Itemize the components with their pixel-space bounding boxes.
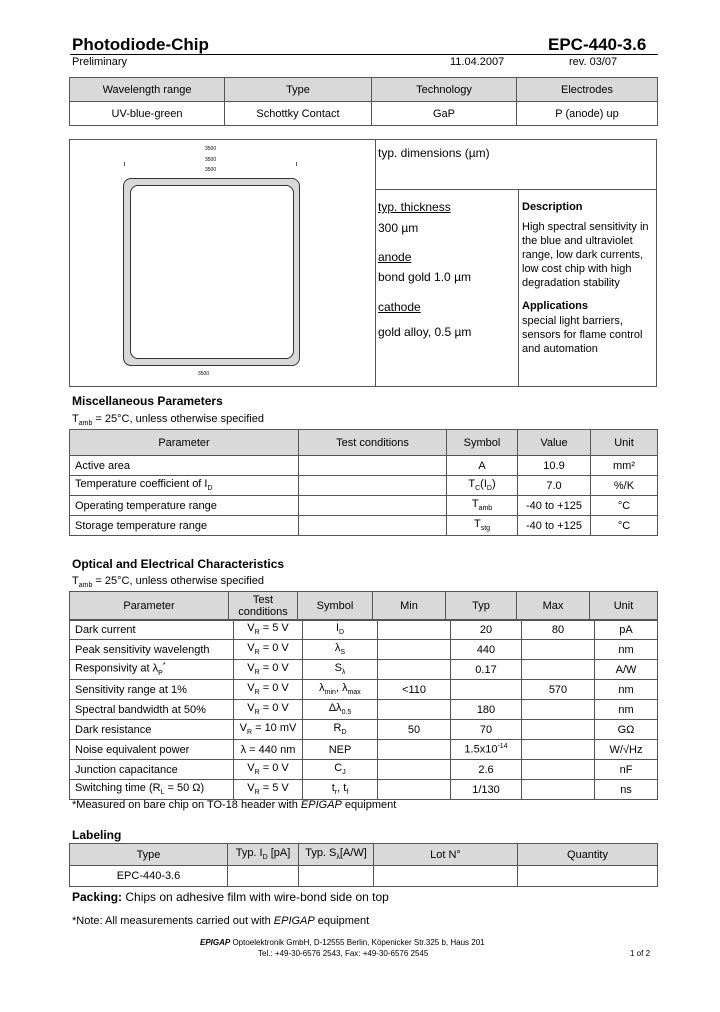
unit-cell bbox=[595, 640, 658, 660]
typ-sup: -14 bbox=[497, 743, 508, 751]
cond-text: = 5 V bbox=[259, 782, 289, 795]
cond-cell bbox=[234, 640, 303, 660]
symbol-cell bbox=[303, 740, 378, 760]
labeling-title: Labeling bbox=[72, 828, 122, 842]
symbol-text: , t bbox=[337, 782, 347, 795]
optical-header: Unit bbox=[590, 592, 658, 621]
cond-cell bbox=[299, 456, 447, 476]
symbol-text: T bbox=[471, 498, 479, 511]
symbol-text: NEP bbox=[328, 743, 352, 756]
typ-text: 70 bbox=[479, 723, 493, 736]
labeling-header-text: Typ. S bbox=[305, 847, 337, 860]
misc-header: Symbol bbox=[447, 430, 518, 456]
labeling-header: Quantity bbox=[518, 844, 658, 866]
optical-table-body bbox=[69, 619, 658, 800]
symbol-sub: min bbox=[324, 689, 336, 697]
summary-header: Technology bbox=[372, 78, 517, 102]
symbol-sub: J bbox=[342, 769, 346, 777]
optical-header: Min bbox=[373, 592, 446, 621]
table-row bbox=[70, 866, 658, 887]
param-text: Spectral bandwidth at 50% bbox=[75, 703, 206, 716]
cond-text: = 0 V bbox=[259, 682, 289, 695]
condition-text: = 25°C, unless otherwise specified bbox=[92, 413, 264, 425]
typ-cell bbox=[451, 620, 522, 640]
param-sub: P bbox=[158, 669, 163, 677]
param-cell bbox=[70, 720, 234, 740]
max-cell bbox=[522, 620, 595, 640]
unit-cell: °C bbox=[591, 496, 658, 516]
cond-sub: R bbox=[254, 649, 260, 657]
param-cell bbox=[70, 740, 234, 760]
optical-footnote bbox=[72, 799, 396, 811]
unit-text: GΩ bbox=[617, 723, 635, 736]
min-cell bbox=[378, 680, 451, 700]
labeling-header-sub: D bbox=[262, 854, 268, 862]
unit-cell bbox=[595, 720, 658, 740]
optical-header: Typ bbox=[446, 592, 517, 621]
table-row bbox=[70, 640, 658, 660]
symbol-sub: 0.5 bbox=[341, 709, 352, 717]
cond-text: λ = 440 nm bbox=[240, 743, 296, 756]
optical-header: Test conditions bbox=[229, 592, 298, 621]
labeling-cell: EPC-440-3.6 bbox=[70, 866, 228, 887]
param-cell: Storage temperature range bbox=[70, 516, 299, 536]
typ-cell bbox=[451, 720, 522, 740]
header-rule bbox=[70, 54, 658, 55]
dimension-tick bbox=[296, 162, 297, 166]
param-cell bbox=[70, 640, 234, 660]
chip-active-area bbox=[130, 185, 294, 359]
min-cell bbox=[378, 740, 451, 760]
max-text: 80 bbox=[551, 623, 565, 636]
unit-text: nm bbox=[618, 643, 634, 656]
optical-condition bbox=[72, 575, 264, 589]
cond-text: = 0 V bbox=[259, 762, 289, 775]
cond-text: V bbox=[247, 762, 255, 775]
typ-cell bbox=[451, 700, 522, 720]
symbol-cell bbox=[447, 516, 518, 536]
symbol-cell bbox=[303, 660, 378, 680]
unit-cell: mm² bbox=[591, 456, 658, 476]
min-cell bbox=[378, 780, 451, 800]
symbol-text: λ bbox=[334, 642, 341, 655]
table-row bbox=[70, 456, 658, 476]
unit-text: A/W bbox=[615, 663, 637, 676]
cond-cell bbox=[234, 680, 303, 700]
cond-text: = 0 V bbox=[259, 702, 289, 715]
symbol-sub: D bbox=[341, 729, 347, 737]
symbol-cell bbox=[303, 720, 378, 740]
note-line bbox=[72, 915, 369, 927]
max-cell bbox=[522, 740, 595, 760]
symbol-cell bbox=[303, 760, 378, 780]
unit-cell: %/K bbox=[591, 476, 658, 496]
param-text: Dark current bbox=[75, 623, 136, 636]
cond-text: V bbox=[239, 722, 247, 735]
param-text: Junction capacitance bbox=[75, 763, 178, 776]
symbol-text: T bbox=[468, 478, 476, 491]
cond-sub: R bbox=[246, 729, 253, 737]
param-sub: L bbox=[160, 789, 165, 797]
packing-line bbox=[72, 890, 389, 904]
param-sub: D bbox=[207, 485, 213, 493]
part-number: EPC-440-3.6 bbox=[548, 35, 647, 54]
max-cell bbox=[522, 660, 595, 680]
cond-sub: R bbox=[254, 669, 260, 677]
dimension-tick bbox=[124, 162, 125, 166]
unit-cell: °C bbox=[591, 516, 658, 536]
labeling-header-sub: λ bbox=[336, 854, 340, 862]
table-row bbox=[70, 620, 658, 640]
cathode-value: gold alloy, 0.5 µm bbox=[378, 325, 472, 339]
misc-header: Parameter bbox=[70, 430, 299, 456]
symbol-cell bbox=[447, 476, 518, 496]
summary-header: Type bbox=[225, 78, 372, 102]
optical-header: Max bbox=[517, 592, 590, 621]
cond-text: V bbox=[247, 642, 255, 655]
unit-text: ns bbox=[620, 783, 632, 796]
typ-text: 0.17 bbox=[475, 663, 497, 676]
footer-company: EPIGAP bbox=[200, 938, 231, 947]
cond-cell bbox=[299, 476, 447, 496]
table-row bbox=[70, 496, 658, 516]
symbol-text: S bbox=[334, 662, 342, 675]
symbol-sub: stg bbox=[480, 525, 491, 533]
value-cell: 7.0 bbox=[518, 476, 591, 496]
labeling-header-text: Typ. I bbox=[235, 847, 263, 860]
symbol-text: Δλ bbox=[328, 702, 342, 715]
typ-text: 20 bbox=[479, 623, 493, 636]
revision-label: rev. 03/07 bbox=[569, 56, 618, 68]
typ-text: 2.6 bbox=[478, 763, 494, 776]
cond-sub: R bbox=[254, 769, 260, 777]
table-row bbox=[70, 516, 658, 536]
symbol-cell bbox=[303, 780, 378, 800]
misc-title: Miscellaneous Parameters bbox=[72, 394, 223, 408]
min-cell bbox=[378, 720, 451, 740]
param-cell bbox=[70, 620, 234, 640]
value-cell: 10.9 bbox=[518, 456, 591, 476]
footer-address-text: Optoelektronik GmbH, D-12555 Berlin, Köpenicker Str.325 b, Haus 201 bbox=[230, 938, 485, 947]
cond-cell bbox=[234, 700, 303, 720]
param-cell: Active area bbox=[70, 456, 299, 476]
symbol-sub: S bbox=[340, 649, 346, 657]
symbol-cell bbox=[303, 700, 378, 720]
min-cell bbox=[378, 660, 451, 680]
misc-header: Value bbox=[518, 430, 591, 456]
optical-header: Symbol bbox=[298, 592, 373, 621]
cathode-heading: cathode bbox=[378, 300, 421, 314]
param-cell bbox=[70, 660, 234, 680]
symbol-cell bbox=[303, 640, 378, 660]
cond-text: V bbox=[247, 702, 255, 715]
condition-sub: amb bbox=[78, 582, 93, 590]
optical-header: Parameter bbox=[70, 592, 229, 621]
condition-text: = 25°C, unless otherwise specified bbox=[92, 575, 264, 587]
cond-text: V bbox=[247, 662, 255, 675]
symbol-text: R bbox=[333, 722, 342, 735]
labeling-table bbox=[69, 843, 658, 887]
summary-header: Wavelength range bbox=[70, 78, 225, 102]
table-row bbox=[70, 720, 658, 740]
min-cell bbox=[378, 760, 451, 780]
max-cell bbox=[522, 680, 595, 700]
labeling-header bbox=[228, 844, 299, 866]
max-cell bbox=[522, 720, 595, 740]
unit-cell bbox=[595, 760, 658, 780]
cond-sub: R bbox=[254, 689, 260, 697]
param-text: Peak sensitivity wavelength bbox=[75, 643, 210, 656]
symbol-text: t bbox=[331, 782, 335, 795]
symbol-sub: f bbox=[346, 789, 349, 797]
param-cell bbox=[70, 680, 234, 700]
unit-text: nF bbox=[619, 763, 633, 776]
dimension-label: 3500 bbox=[205, 146, 217, 152]
min-text: <110 bbox=[402, 683, 426, 696]
misc-table bbox=[69, 429, 658, 536]
unit-cell bbox=[595, 660, 658, 680]
param-cell: Operating temperature range bbox=[70, 496, 299, 516]
table-row bbox=[70, 780, 658, 800]
cond-cell bbox=[234, 740, 303, 760]
symbol-sub: C bbox=[475, 485, 481, 493]
cond-text: V bbox=[247, 622, 255, 635]
unit-cell bbox=[595, 680, 658, 700]
cond-text: = 0 V bbox=[259, 642, 289, 655]
dimension-label: 3500 bbox=[205, 167, 217, 173]
unit-cell bbox=[595, 700, 658, 720]
labeling-cell bbox=[228, 866, 299, 887]
optical-title: Optical and Electrical Characteristics bbox=[72, 557, 285, 571]
optical-table bbox=[69, 591, 658, 621]
thickness-heading: typ. thickness bbox=[378, 200, 451, 214]
unit-text: nm bbox=[618, 703, 634, 716]
labeling-header-text: [pA] bbox=[267, 847, 291, 860]
param-cell bbox=[70, 760, 234, 780]
min-cell bbox=[378, 620, 451, 640]
footnote-brand: EPIGAP bbox=[300, 799, 342, 811]
cond-sub: R bbox=[254, 789, 260, 797]
cond-text: = 0 V bbox=[259, 662, 289, 675]
typ-text: 180 bbox=[476, 703, 496, 716]
note-text: equipment bbox=[314, 915, 370, 927]
labeling-cell bbox=[299, 866, 374, 887]
param-text: Switching time (R bbox=[75, 782, 161, 795]
param-text: Noise equivalent power bbox=[75, 743, 190, 756]
unit-cell bbox=[595, 620, 658, 640]
typ-cell bbox=[451, 780, 522, 800]
typ-cell bbox=[451, 660, 522, 680]
symbol-sub: max bbox=[347, 689, 361, 697]
cond-cell bbox=[234, 660, 303, 680]
footnote-text: equipment bbox=[341, 799, 397, 811]
summary-header: Electrodes bbox=[517, 78, 658, 102]
symbol-cell bbox=[303, 620, 378, 640]
description-text: High spectral sensitivity in the blue and ultraviolet range, low dark currents, low cost chip with high degradation stability bbox=[522, 221, 649, 289]
symbol-text: C bbox=[334, 762, 343, 775]
max-text: 570 bbox=[548, 683, 568, 696]
table-row bbox=[70, 760, 658, 780]
page-title: Photodiode-Chip bbox=[72, 35, 209, 54]
symbol-cell bbox=[447, 496, 518, 516]
condition-sub: amb bbox=[78, 420, 93, 428]
param-cell bbox=[70, 476, 299, 496]
value-cell: -40 to +125 bbox=[518, 496, 591, 516]
table-row bbox=[70, 660, 658, 680]
table-row bbox=[70, 680, 658, 700]
param-text: = 50 Ω) bbox=[164, 782, 205, 795]
symbol-text: λ bbox=[319, 682, 325, 695]
cond-text: = 5 V bbox=[259, 622, 289, 635]
min-cell bbox=[378, 700, 451, 720]
typ-cell bbox=[451, 640, 522, 660]
unit-cell bbox=[595, 740, 658, 760]
max-cell bbox=[522, 700, 595, 720]
unit-cell bbox=[595, 780, 658, 800]
labeling-header: Lot N° bbox=[374, 844, 518, 866]
unit-text: W/√Hz bbox=[609, 743, 643, 756]
anode-value: bond gold 1.0 µm bbox=[378, 270, 471, 284]
max-cell bbox=[522, 640, 595, 660]
symbol-cell bbox=[303, 680, 378, 700]
applications-text: special light barriers, sensors for flame control and automation bbox=[522, 315, 643, 355]
dimension-label: 3500 bbox=[198, 371, 210, 377]
description-heading: Description bbox=[522, 201, 583, 213]
symbol-text: ) bbox=[491, 478, 496, 491]
param-text: Sensitivity range at 1% bbox=[75, 683, 187, 696]
misc-header: Test conditions bbox=[299, 430, 447, 456]
param-text: Temperature coefficient of I bbox=[75, 478, 208, 491]
symbol-sub: D bbox=[339, 629, 345, 637]
typ-cell bbox=[451, 740, 522, 760]
typ-cell bbox=[451, 680, 522, 700]
condition-symbol: T bbox=[72, 413, 79, 425]
symbol-sub: amb bbox=[478, 505, 493, 513]
symbol-sub: D bbox=[486, 485, 492, 493]
typ-text: 1/130 bbox=[472, 783, 500, 796]
chip-panel bbox=[69, 139, 657, 387]
table-row bbox=[70, 740, 658, 760]
dimensions-label: typ. dimensions (µm) bbox=[378, 146, 490, 160]
param-text: Responsivity at λ bbox=[75, 662, 159, 675]
status-label: Preliminary bbox=[72, 56, 128, 68]
labeling-header-text: [A/W] bbox=[339, 847, 367, 860]
chip-outline bbox=[123, 178, 300, 366]
symbol-cell: A bbox=[447, 456, 518, 476]
chip-description bbox=[518, 189, 657, 386]
param-text: Dark resistance bbox=[75, 723, 152, 736]
symbol-text: (I bbox=[480, 478, 487, 491]
param-cell bbox=[70, 700, 234, 720]
summary-value: P (anode) up bbox=[517, 102, 658, 126]
typ-text: 440 bbox=[476, 643, 496, 656]
cond-sub: R bbox=[254, 709, 260, 717]
dimension-label: 3500 bbox=[205, 157, 217, 163]
note-brand: EPIGAP bbox=[273, 915, 315, 927]
symbol-sub: r bbox=[334, 789, 338, 797]
typ-text: 1.5x10 bbox=[464, 743, 498, 756]
thickness-value: 300 µm bbox=[378, 221, 419, 235]
cond-cell bbox=[299, 516, 447, 536]
cond-cell bbox=[234, 720, 303, 740]
cond-text: V bbox=[247, 782, 255, 795]
labeling-header bbox=[299, 844, 374, 866]
applications-heading: Applications bbox=[522, 300, 589, 312]
chip-drawing bbox=[70, 140, 375, 386]
unit-text: pA bbox=[619, 623, 633, 636]
typ-cell bbox=[451, 760, 522, 780]
summary-table bbox=[69, 77, 658, 126]
cond-text: = 10 mV bbox=[252, 722, 297, 735]
labeling-cell bbox=[374, 866, 518, 887]
anode-heading: anode bbox=[378, 250, 412, 264]
summary-value: GaP bbox=[372, 102, 517, 126]
summary-value: UV-blue-green bbox=[70, 102, 225, 126]
date-label: 11.04.2007 bbox=[450, 56, 505, 68]
table-row bbox=[70, 700, 658, 720]
cond-cell bbox=[234, 620, 303, 640]
symbol-text: I bbox=[335, 622, 339, 635]
cond-sub: R bbox=[254, 629, 260, 637]
page-number: 1 of 2 bbox=[630, 949, 651, 958]
table-row bbox=[70, 476, 658, 496]
condition-symbol: T bbox=[72, 575, 79, 587]
cond-cell bbox=[234, 760, 303, 780]
footer-address bbox=[200, 938, 485, 947]
max-cell bbox=[522, 780, 595, 800]
footnote-text: *Measured on bare chip on TO-18 header with bbox=[72, 799, 301, 811]
cond-cell bbox=[234, 780, 303, 800]
misc-condition bbox=[72, 413, 264, 427]
packing-text: Chips on adhesive film with wire-bond side on top bbox=[122, 890, 389, 904]
misc-header: Unit bbox=[591, 430, 658, 456]
max-cell bbox=[522, 760, 595, 780]
note-text: *Note: All measurements carried out with bbox=[72, 915, 274, 927]
param-sup: * bbox=[162, 662, 166, 670]
packing-label: Packing: bbox=[72, 890, 123, 904]
labeling-header: Type bbox=[70, 844, 228, 866]
chip-properties bbox=[375, 140, 519, 386]
unit-text: nm bbox=[618, 683, 634, 696]
value-cell: -40 to +125 bbox=[518, 516, 591, 536]
symbol-sub: λ bbox=[341, 669, 346, 677]
param-cell bbox=[70, 780, 234, 800]
labeling-cell bbox=[518, 866, 658, 887]
symbol-text: T bbox=[473, 518, 481, 531]
min-cell bbox=[378, 640, 451, 660]
symbol-text: , λ bbox=[335, 682, 348, 695]
summary-value: Schottky Contact bbox=[225, 102, 372, 126]
min-text: 50 bbox=[407, 723, 421, 736]
footer-contact: Tel.: +49-30-6576 2543, Fax: +49-30-6576 2545 bbox=[258, 949, 429, 958]
cond-cell bbox=[299, 496, 447, 516]
cond-text: V bbox=[247, 682, 255, 695]
